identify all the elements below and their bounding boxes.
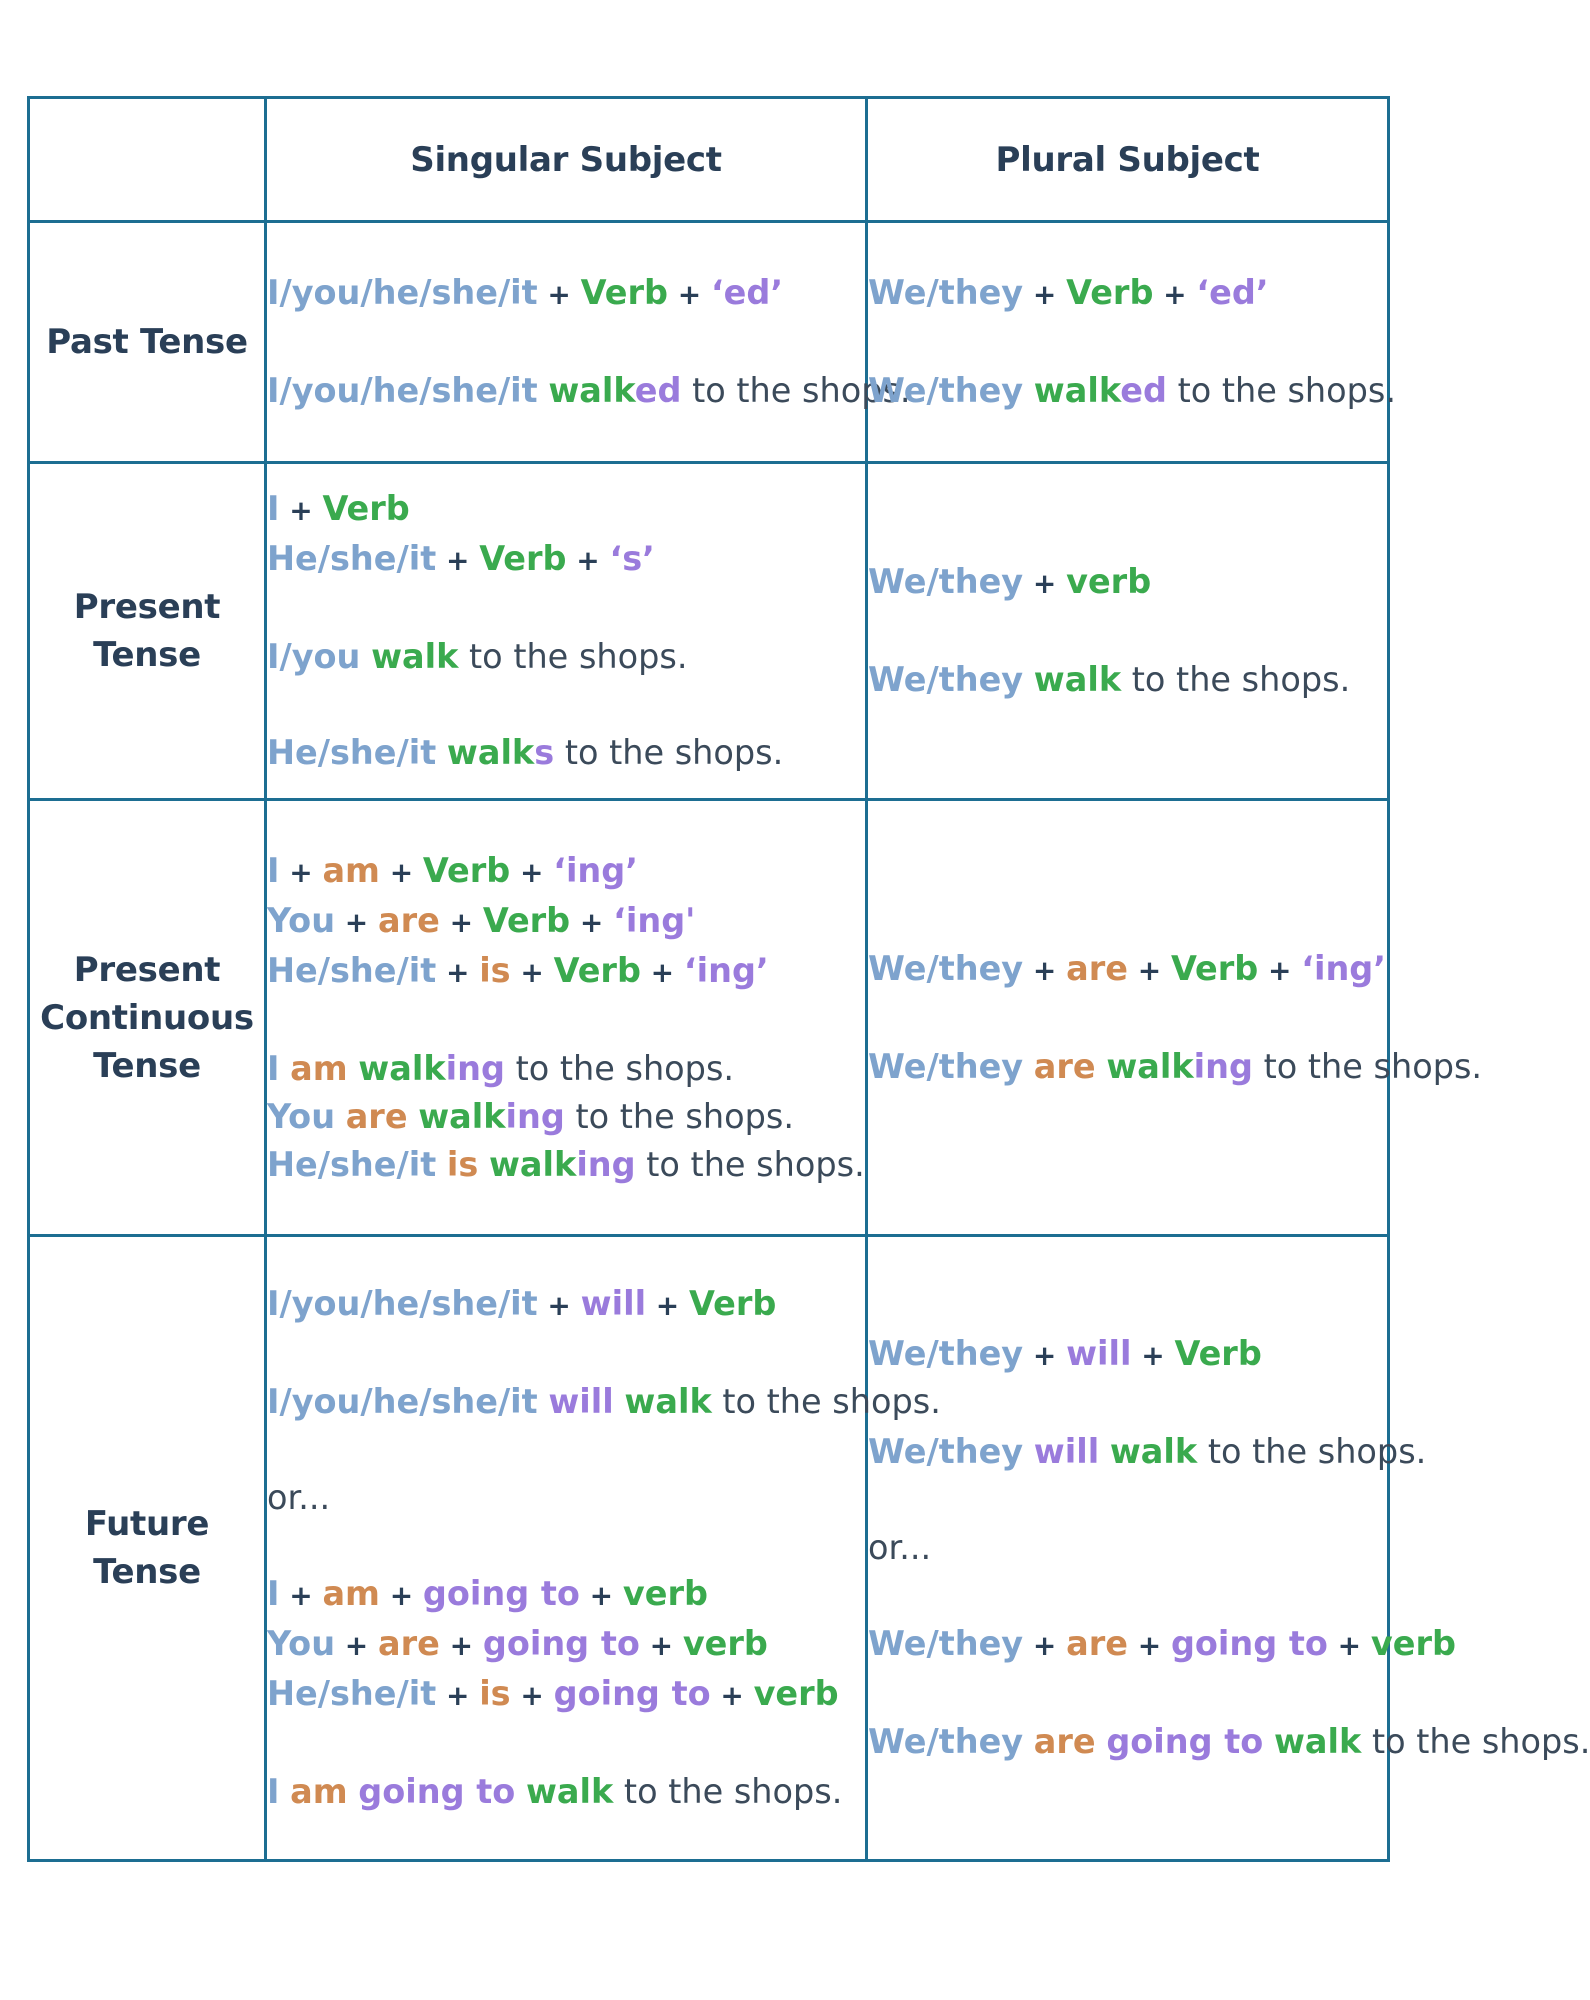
plain-text <box>279 1049 290 1088</box>
plus-sign: + <box>667 278 711 311</box>
suffix-token: going to <box>1106 1722 1264 1761</box>
plus-sign: + <box>1023 278 1067 311</box>
plus-sign: + <box>1023 567 1067 600</box>
grammar-line <box>267 1093 865 1141</box>
plus-sign: + <box>279 855 323 889</box>
line-spacer <box>267 1426 865 1474</box>
present-plural-cell <box>867 463 1389 800</box>
plain-text: to the shops. <box>504 1048 735 1088</box>
plain-text: to the shops. <box>1197 1432 1427 1471</box>
plain-text: to the shops. <box>1121 660 1351 699</box>
present-singular-cell <box>266 463 867 800</box>
present-tense-row <box>29 463 1389 800</box>
subject-token: I <box>267 1048 280 1088</box>
plain-text <box>1023 1432 1034 1471</box>
plus-sign: + <box>1131 1339 1175 1372</box>
plus-sign: + <box>335 905 379 939</box>
line-spacer <box>868 1380 1387 1428</box>
present-continuous-tense-label <box>29 800 266 1236</box>
subject-token: We/they <box>868 1046 1024 1086</box>
subject-token: I/you/he/she/it <box>267 1284 538 1323</box>
verb-token: walk <box>371 637 459 676</box>
grammar-line <box>868 1043 1483 1091</box>
grammar-line <box>868 1524 1387 1572</box>
verb-token: walk <box>1033 660 1122 699</box>
tense-label-line: Tense <box>93 1045 201 1086</box>
verb-token: verb <box>682 1624 768 1663</box>
plain-text: to the shops. <box>635 1144 865 1184</box>
plain-text <box>1023 1722 1034 1761</box>
verb-token: walk <box>624 1382 712 1421</box>
plain-text: to the shops. <box>564 1096 794 1136</box>
verb-token: verb <box>1370 1624 1456 1663</box>
plain-text <box>1023 1047 1034 1086</box>
plain-text: to the shops. <box>458 637 688 676</box>
plus-sign: + <box>639 1629 683 1662</box>
auxiliary-token: am <box>290 1048 348 1088</box>
grammar-line <box>267 269 865 319</box>
plus-sign: + <box>1327 1629 1371 1662</box>
plus-sign: + <box>1023 953 1067 987</box>
suffix-token: ed <box>1120 371 1167 410</box>
plus-sign: + <box>279 494 323 527</box>
grammar-line <box>868 558 1387 608</box>
subject-token: We/they <box>868 1624 1024 1663</box>
suffix-token: ing <box>1193 1046 1253 1086</box>
subject-token: He/she/it <box>267 950 437 990</box>
suffix-token: going to <box>422 1574 580 1613</box>
verb-token: walk <box>1109 1432 1198 1471</box>
suffix-token: ‘s’ <box>609 539 655 578</box>
line-spacer <box>868 608 1387 656</box>
plain-text <box>515 1772 526 1811</box>
auxiliary-token: am <box>322 1574 380 1613</box>
subject-token: He/she/it <box>267 1674 437 1713</box>
plus-sign: + <box>537 278 581 311</box>
auxiliary-token: am <box>322 850 380 890</box>
plus-sign: + <box>279 1579 323 1612</box>
suffix-token: ‘ing’ <box>683 950 769 990</box>
line-spacer <box>267 1720 865 1768</box>
tense-label-line: Present <box>73 587 221 627</box>
plural-subject-header: Plural Subject <box>867 98 1389 222</box>
grammar-line <box>267 535 865 585</box>
verb-token: Verb <box>482 900 571 940</box>
plain-text <box>279 1772 290 1811</box>
subject-token: You <box>267 1096 336 1136</box>
plain-text <box>436 1145 447 1184</box>
grammar-line <box>267 1474 865 1522</box>
future-tense-label <box>29 1236 266 1861</box>
tense-label-line: Present <box>73 949 221 990</box>
grammar-line <box>868 945 1387 995</box>
verb-token: Verb <box>1066 273 1154 312</box>
verb-token: walk <box>446 733 535 772</box>
verb-token: walk <box>358 1048 446 1088</box>
plain-text <box>478 1145 489 1184</box>
present-tense-label <box>29 463 266 800</box>
plus-sign: + <box>436 1679 480 1712</box>
plain-text <box>1099 1432 1110 1471</box>
line-spacer <box>868 1572 1387 1620</box>
verb-token: verb <box>622 1574 708 1613</box>
plus-sign: + <box>1023 1629 1067 1662</box>
grammar-line <box>267 1280 865 1330</box>
grammar-line <box>267 1620 865 1670</box>
verb-token: walk <box>418 1096 506 1136</box>
verb-token: Verb <box>580 273 668 312</box>
plus-sign: + <box>537 1289 581 1322</box>
verb-token: Verb <box>479 539 567 578</box>
plain-text: to the shops. <box>554 733 784 772</box>
suffix-token: going to <box>482 1624 640 1663</box>
plus-sign: + <box>710 1679 754 1712</box>
subject-token: We/they <box>868 562 1024 601</box>
suffix-token: will <box>1033 1432 1100 1471</box>
verb-token: Verb <box>689 1284 777 1323</box>
suffix-token: will <box>548 1382 614 1421</box>
verb-token: walk <box>1033 371 1121 410</box>
verb-token: Verb <box>322 489 410 528</box>
plus-sign: + <box>439 1629 483 1662</box>
grammar-line <box>267 1670 865 1720</box>
suffix-token: ‘ed’ <box>710 273 784 312</box>
verb-token: walk <box>548 371 635 410</box>
verb-token: verb <box>1066 562 1152 601</box>
tense-label-line: Past Tense <box>46 322 248 362</box>
grammar-line <box>267 947 865 997</box>
auxiliary-token: are <box>1066 1624 1128 1663</box>
grammar-line <box>267 1378 941 1426</box>
auxiliary-token: are <box>345 1096 408 1136</box>
line-spacer <box>267 997 865 1045</box>
plain-text <box>1263 1722 1274 1761</box>
header-row <box>29 98 1389 222</box>
subject-token: We/they <box>868 1722 1024 1761</box>
verb-token: walk <box>525 1772 614 1811</box>
verb-token: walk <box>1273 1722 1362 1761</box>
plus-sign: + <box>379 1579 423 1612</box>
plus-sign: + <box>640 955 684 989</box>
auxiliary-token: are <box>1033 1722 1096 1761</box>
plain-text <box>436 733 447 772</box>
grammar-line <box>267 1141 865 1189</box>
past-plural-cell <box>867 222 1397 463</box>
subject-token: We/they <box>868 1432 1024 1471</box>
grammar-line <box>267 485 865 535</box>
auxiliary-token: is <box>479 950 511 990</box>
plain-text: or... <box>868 1528 932 1567</box>
plain-text <box>360 637 371 676</box>
auxiliary-token: are <box>1033 1046 1096 1086</box>
verb-token: Verb <box>1174 1334 1262 1373</box>
auxiliary-token: is <box>479 1674 511 1713</box>
plus-sign: + <box>570 905 614 939</box>
grammar-line <box>267 367 911 415</box>
plus-sign: + <box>439 905 483 939</box>
grammar-line <box>267 1570 865 1620</box>
verb-token: Verb <box>553 950 641 990</box>
subject-token: He/she/it <box>267 1144 437 1184</box>
tense-label-line: Tense <box>93 635 201 675</box>
subject-token: We/they <box>868 1334 1024 1373</box>
subject-token: You <box>267 900 336 940</box>
plain-text <box>1096 1722 1107 1761</box>
subject-token: He/she/it <box>267 539 437 578</box>
line-spacer <box>868 995 1387 1043</box>
suffix-token: going to <box>358 1772 516 1811</box>
plus-sign: + <box>436 544 480 577</box>
plus-sign: + <box>1258 953 1302 987</box>
plain-text <box>408 1097 419 1136</box>
subject-token: He/she/it <box>267 733 437 772</box>
grammar-line <box>267 633 865 681</box>
plus-sign: + <box>335 1629 379 1662</box>
subject-token: I <box>267 850 280 890</box>
plus-sign: + <box>646 1289 690 1322</box>
grammar-line <box>868 1428 1427 1476</box>
subject-token: We/they <box>868 948 1024 988</box>
plus-sign: + <box>566 544 610 577</box>
subject-token: I/you/he/she/it <box>267 371 538 410</box>
grammar-line <box>267 729 865 777</box>
plain-text <box>1023 660 1034 699</box>
subject-token: We/they <box>868 273 1024 312</box>
plain-text <box>348 1049 359 1088</box>
auxiliary-token: are <box>378 900 440 940</box>
subject-token: We/they <box>868 371 1024 410</box>
future-tense-row <box>29 1236 1389 1861</box>
plus-sign: + <box>436 955 480 989</box>
suffix-token: going to <box>553 1674 711 1713</box>
line-spacer <box>868 1670 1387 1718</box>
singular-subject-header: Singular Subject <box>266 98 867 222</box>
plain-text <box>614 1382 625 1421</box>
subject-token: I/you <box>267 637 361 676</box>
past-tense-row <box>29 222 1389 463</box>
suffix-token: will <box>1066 1334 1132 1373</box>
suffix-token: going to <box>1170 1624 1328 1663</box>
plain-text: or... <box>267 1478 331 1517</box>
plain-text: to the shops. <box>613 1772 843 1811</box>
grammar-line <box>267 847 865 897</box>
tense-label-line: Tense <box>93 1552 201 1592</box>
suffix-token: ‘ing' <box>613 900 696 940</box>
suffix-token: ‘ing’ <box>1301 948 1386 988</box>
grammar-line <box>868 1718 1590 1766</box>
plus-sign: + <box>1023 1339 1067 1372</box>
line-spacer <box>267 585 865 633</box>
plain-text: to the shops. <box>711 1382 941 1421</box>
plain-text: to the shops. <box>1252 1046 1483 1086</box>
grammar-line <box>868 656 1387 704</box>
line-spacer <box>267 1522 865 1570</box>
plain-text <box>1096 1047 1107 1086</box>
subject-token: I/you/he/she/it <box>267 273 538 312</box>
future-singular-cell <box>266 1236 941 1861</box>
suffix-token: ing <box>445 1048 505 1088</box>
verb-token: Verb <box>422 850 511 890</box>
tense-label-line: Future <box>84 1504 210 1544</box>
verb-token: Verb <box>1170 948 1259 988</box>
plain-text: to the shops. <box>1166 371 1397 410</box>
auxiliary-token: am <box>290 1772 348 1811</box>
plain-text <box>335 1097 346 1136</box>
verb-token: walk <box>1106 1046 1194 1086</box>
suffix-token: ed <box>634 371 682 410</box>
past-singular-cell <box>266 222 911 463</box>
verb-token: verb <box>753 1674 839 1713</box>
verb-tense-table <box>27 96 1590 1862</box>
plus-sign: + <box>510 1679 554 1712</box>
suffix-token: ing <box>505 1096 565 1136</box>
subject-token: You <box>267 1624 336 1663</box>
subject-token: I/you/he/she/it <box>267 1382 538 1421</box>
present-continuous-tense-row <box>29 800 1389 1236</box>
grammar-line <box>267 1045 865 1093</box>
line-spacer <box>267 319 865 367</box>
plus-sign: + <box>510 955 554 989</box>
verb-token: walk <box>488 1144 577 1184</box>
subject-token: I <box>267 1574 280 1613</box>
grammar-line <box>868 1620 1456 1670</box>
past-tense-label <box>29 222 266 463</box>
auxiliary-token: are <box>378 1624 440 1663</box>
suffix-token: ‘ed’ <box>1196 273 1269 312</box>
tense-label-line: Continuous <box>40 997 254 1038</box>
plain-text <box>538 1382 549 1421</box>
subject-token: I <box>267 1772 280 1811</box>
plus-sign: + <box>510 855 554 889</box>
line-spacer <box>267 681 865 729</box>
plain-text <box>538 371 549 410</box>
corner-cell <box>29 98 266 222</box>
auxiliary-token: is <box>446 1144 479 1184</box>
future-plural-cell <box>867 1236 1590 1861</box>
line-spacer <box>868 1476 1387 1524</box>
grammar-line <box>868 367 1397 415</box>
plus-sign: + <box>1127 1629 1171 1662</box>
line-spacer <box>868 319 1387 367</box>
suffix-token: s <box>534 733 555 772</box>
suffix-token: will <box>580 1284 647 1323</box>
auxiliary-token: are <box>1066 948 1128 988</box>
plus-sign: + <box>379 855 423 889</box>
line-spacer <box>267 1330 865 1378</box>
grammar-line <box>267 1768 865 1816</box>
continuous-singular-cell <box>266 800 867 1236</box>
suffix-token: ‘ing’ <box>553 850 638 890</box>
grammar-line <box>868 269 1387 319</box>
subject-token: I <box>267 489 280 528</box>
grammar-line <box>868 1330 1387 1380</box>
continuous-plural-cell <box>867 800 1483 1236</box>
suffix-token: ing <box>576 1144 636 1184</box>
plus-sign: + <box>1153 278 1197 311</box>
subject-token: We/they <box>868 660 1024 699</box>
plus-sign: + <box>1127 953 1171 987</box>
plain-text: to the shops. <box>681 371 911 410</box>
plus-sign: + <box>579 1579 623 1612</box>
plain-text <box>1023 371 1034 410</box>
grammar-line <box>267 897 865 947</box>
plain-text: to the shops. <box>1361 1722 1590 1761</box>
plain-text <box>348 1772 359 1811</box>
